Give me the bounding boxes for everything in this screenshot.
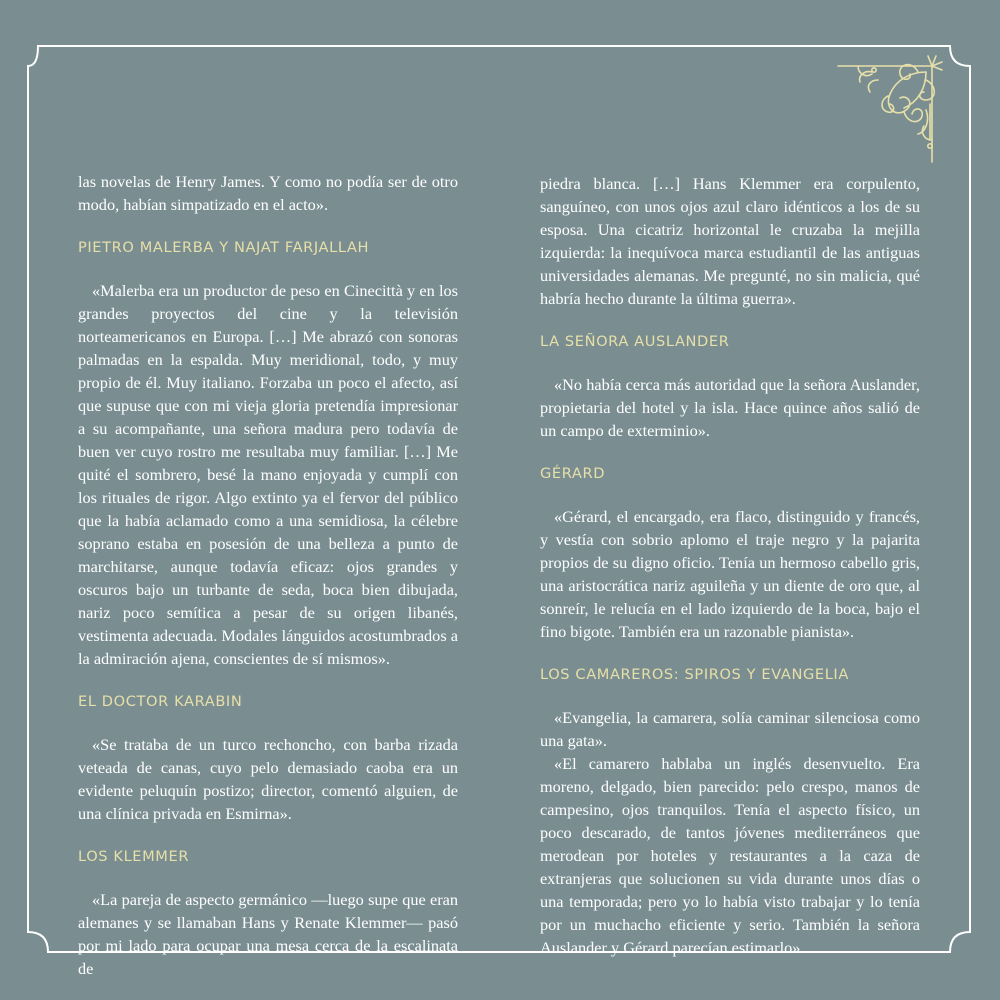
heading-los-klemmer: LOS KLEMMER bbox=[78, 848, 190, 865]
heading-senora-auslander: LA SEÑORA AUSLANDER bbox=[540, 333, 730, 350]
filigree-corner-ornament bbox=[838, 56, 942, 162]
heading-camareros-spiros-evangelia: LOS CAMAREROS: SPIROS Y EVANGELIA bbox=[540, 666, 849, 683]
paragraph-camarero: «El camarero hablaba un inglés desenvuelto. Era moreno, delgado, bien parecido: pelo crespo, manos de campesino, ojos tranquilos. Tenía el aspecto físico, un poco descarado, de tantos jóvenes mediterráneos que merodean por hoteles y restaurantes a la caza de extranjeras que solucionen su vida durante unos días o una temporada; pero yo lo había visto trabajar y lo tenía por un muchacho eficiente y serio. También la señora Auslander y Gérard parecían estimarlo». bbox=[540, 754, 920, 957]
paragraph-malerba: «Malerba era un productor de peso en Cinecittà y en los grandes proyectos del cine y la televisión norteamericanos en Europa. […] Me abrazó con sonoras palmadas en la espalda. Muy meridional, todo, y muy propio de él. Muy italiano. Forzaba un poco el afecto, así que supuse que con mi vieja gloria pretendía impresionar a su acompañante, una señora madura pero todavía de buen ver cuyo rostro me resultaba muy familiar. […] Me quité el sombrero, besé la mano enjoyada y cumplí con los rituales de rigor. Algo extinto ya el fervor del público que la había aclamado como a una semidiosa, la célebre soprano estaba en posesión de una belleza a punto de marchitarse, aunque todavía eficaz: ojos grandes y oscuros bajo un turbante de seda, boca bien dibujada, nariz poco semítica a pesar de su origen libanés, vestimenta adecuada. Modales lánguidos acostumbrados a la admiración ajena, conscientes de sí mismos». bbox=[78, 281, 458, 668]
paragraph-karabin: «Se trataba de un turco rechoncho, con barba rizada veteada de canas, cuyo pelo demasiado caoba era un evidente peluquín postizo; director, comentó alguien, de una clínica privada en Esmirna». bbox=[78, 735, 458, 823]
right-column bbox=[540, 172, 920, 959]
left-column bbox=[78, 170, 458, 980]
paragraph-gerard: «Gérard, el encargado, era flaco, distinguido y francés, y vestía con sobrio aplomo el traje negro y la pajarita propios de su digno oficio. Tenía un hermoso cabello gris, una aristocrática nariz aguileña y un diente de oro que, al sonreír, le relucía en el lado izquierdo de la boca, bajo el fino bigote. También era un razonable pianista». bbox=[540, 507, 920, 641]
paragraph-evangelia: «Evangelia, la camarera, solía caminar silenciosa como una gata». bbox=[540, 708, 920, 750]
right-intro-paragraph: piedra blanca. […] Hans Klemmer era corpulento, sanguíneo, con unos ojos azul claro idénticos a los de su esposa. Una cicatriz horizontal le cruzaba la mejilla izquierda: la inequívoca marca estudiantil de las antiguas universidades alemanas. Me pregunté, no sin malicia, qué habría hecho durante la última guerra». bbox=[540, 174, 920, 308]
heading-gerard: GÉRARD bbox=[540, 465, 606, 482]
heading-pietro-malerba-najat-farjallah: PIETRO MALERBA Y NAJAT FARJALLAH bbox=[78, 239, 370, 256]
heading-doctor-karabin: EL DOCTOR KARABIN bbox=[78, 693, 243, 710]
left-intro-paragraph: las novelas de Henry James. Y como no podía ser de otro modo, habían simpatizado en el acto». bbox=[78, 172, 458, 214]
paragraph-klemmer: «La pareja de aspecto germánico —luego supe que eran alemanes y se llamaban Hans y Renate Klemmer— pasó por mi lado para ocupar una mesa cerca de la escalinata de bbox=[78, 890, 458, 978]
paragraph-auslander: «No había cerca más autoridad que la señora Auslander, propietaria del hotel y la isla. Hace quince años salió de un campo de exterminio». bbox=[540, 375, 920, 440]
